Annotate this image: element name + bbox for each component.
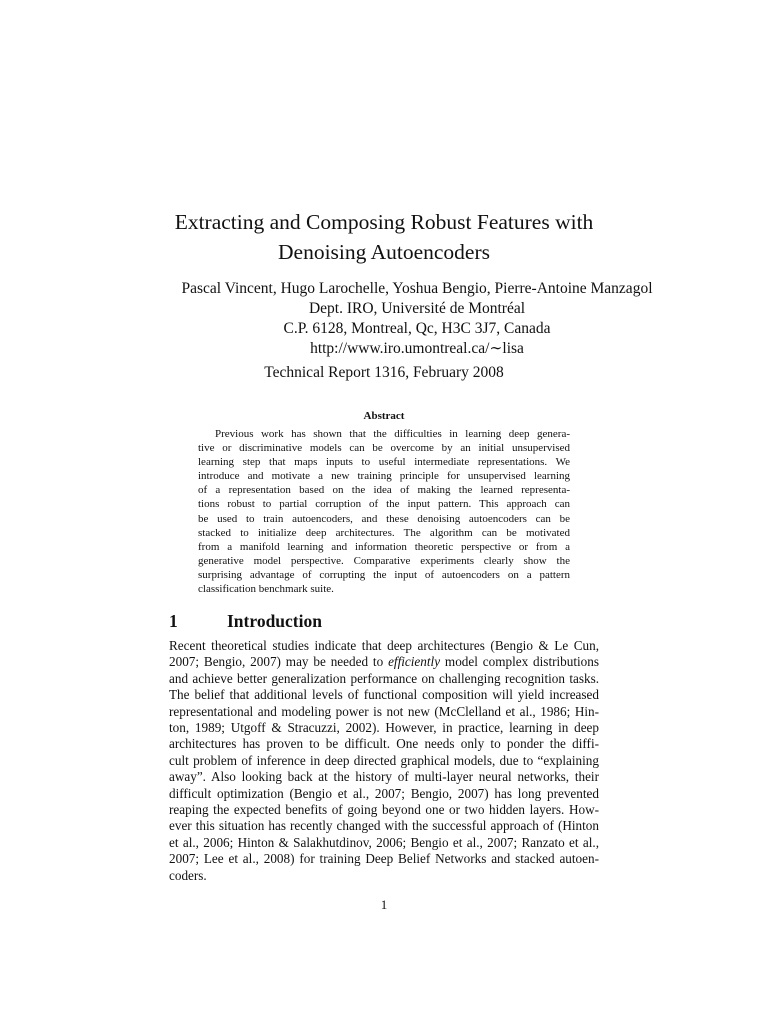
- body-line: architectures has proven to be difficult. One needs only to ponder the diffi-: [169, 736, 599, 752]
- body-line: reaping the expected benefits of going beyond one or two hidden layers. How-: [169, 802, 599, 818]
- body-line: Recent theoretical studies indicate that deep architectures (Bengio & Le Cun,: [169, 638, 599, 653]
- section-number: 1: [169, 611, 178, 631]
- abstract-line: introduce and motivate a new training principle for unsupervised learning: [198, 470, 570, 483]
- section-heading-introduction: [169, 608, 322, 634]
- abstract-line: of a representation based on the idea of making the learned representa-: [198, 484, 570, 497]
- paper-title-line-1: Extracting and Composing Robust Features with: [174, 210, 594, 234]
- abstract-line: classification benchmark suite.: [198, 583, 334, 596]
- abstract-line: Previous work has shown that the difficulties in learning deep genera-: [215, 428, 570, 440]
- body-line: away”. Also looking back at the history of multi-layer neural networks, their: [169, 769, 599, 785]
- abstract-body: [198, 427, 570, 596]
- body-line: cult problem of inference in deep directed graphical models, due to “explaining: [169, 752, 599, 768]
- author-affiliation-url: http://www.iro.umontreal.ca/∼lisa: [310, 340, 524, 357]
- body-line: [169, 654, 599, 670]
- body-line: and achieve better generalization performance on challenging recognition tasks.: [169, 670, 599, 686]
- paper-title-line-2: Denoising Autoencoders: [278, 240, 490, 264]
- abstract-line: tions robust to partial corruption of the input pattern. This approach can: [198, 498, 570, 511]
- abstract-line: tive or discriminative models can be overcome by an initial unsupervised: [198, 442, 570, 455]
- body-line-text: 2007; Bengio, 2007) may be needed to: [169, 654, 389, 670]
- body-line-text: model complex distributions: [440, 654, 599, 670]
- body-line: The belief that additional levels of functional composition will yield increased: [169, 687, 599, 703]
- body-line: difficult optimization (Bengio et al., 2007; Bengio, 2007) has long prevented: [169, 785, 599, 801]
- technical-report-line: Technical Report 1316, February 2008: [264, 364, 504, 381]
- section-title: Introduction: [227, 611, 322, 631]
- body-line: 2007; Lee et al., 2008) for training Deep Belief Networks and stacked autoen-: [169, 851, 599, 867]
- paper-title: [0, 207, 768, 267]
- author-block: [0, 279, 768, 359]
- page-number: 1: [380, 897, 388, 912]
- abstract-line: generative model perspective. Comparative experiments clearly show the: [198, 554, 570, 567]
- body-line: et al., 2006; Hinton & Salakhutdinov, 2006; Bengio et al., 2007; Ranzato et al.,: [169, 834, 599, 850]
- body-line: ton, 1989; Utgoff & Stracuzzi, 2002). However, in practice, learning in deep: [169, 720, 599, 736]
- body-line: representational and modeling power is not new (McClelland et al., 1986; Hin-: [169, 703, 599, 719]
- abstract-line: surprising advantage of corrupting the input of autoencoders on a pattern: [198, 568, 570, 581]
- abstract-line: from a manifold learning and information theoretic perspective or from a: [198, 540, 570, 553]
- abstract-line: stacked to initialize deep architectures. The algorithm can be motivated: [198, 526, 570, 539]
- introduction-body: [169, 638, 599, 884]
- body-line: ever this situation has recently changed with the successful approach of (Hinton: [169, 818, 599, 834]
- body-line: coders.: [169, 867, 207, 883]
- abstract-heading: Abstract: [363, 410, 405, 422]
- emphasis-text: efficiently: [388, 654, 441, 670]
- author-affiliation-address: C.P. 6128, Montreal, Qc, H3C 3J7, Canada: [283, 320, 551, 337]
- author-affiliation-dept: Dept. IRO, Université de Montréal: [308, 300, 526, 317]
- abstract-line: be used to train autoencoders, and these denoising autoencoders can be: [198, 512, 570, 525]
- abstract-line: learning step that maps inputs to useful intermediate representations. We: [198, 456, 570, 469]
- author-names: Pascal Vincent, Hugo Larochelle, Yoshua Bengio, Pierre-Antoine Manzagol: [181, 280, 653, 297]
